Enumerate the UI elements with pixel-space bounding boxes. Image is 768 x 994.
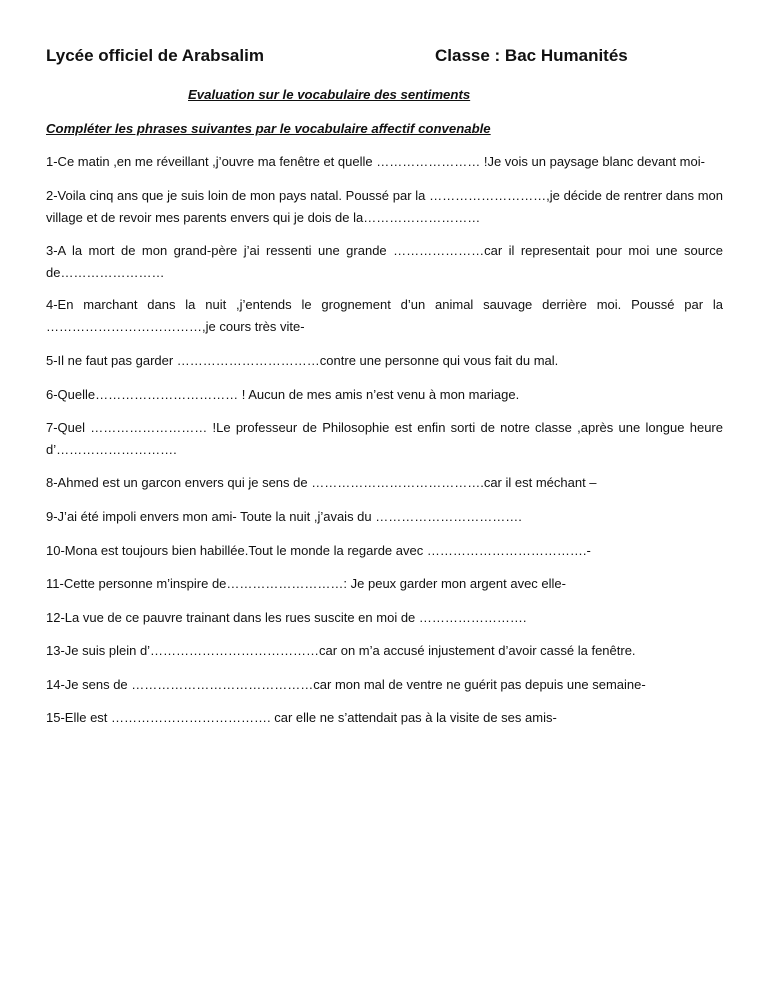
question-2: 2-Voila cinq ans que je suis loin de mon pays natal. Poussé par la ………………………,je décide de rentrer dans mon village et de revoir mes parents envers qui je dois de la……………………… bbox=[46, 188, 723, 225]
school-name: Lycée officiel de Arabsalim bbox=[46, 46, 264, 65]
question-15: 15-Elle est ………………………………. car elle ne s’attendait pas à la visite de ses amis- bbox=[46, 710, 557, 725]
class-label: Classe : Bac Humanités bbox=[435, 46, 628, 65]
question-3: 3-A la mort de mon grand-père j’ai ressenti une grande …………………car il representait pour moi une source de…………………… bbox=[46, 243, 723, 280]
instruction: Compléter les phrases suivantes par le vocabulaire affectif convenable bbox=[46, 121, 491, 136]
question-9: 9-J’ai été impoli envers mon ami- Toute la nuit ,j’avais du ……………………………. bbox=[46, 509, 522, 524]
header bbox=[46, 46, 726, 70]
question-10: 10-Mona est toujours bien habillée.Tout le monde la regarde avec ……………………………….- bbox=[46, 543, 591, 558]
question-13: 13-Je suis plein d’…………………………………car on m’a accusé injustement d’avoir cassé la fenêtre. bbox=[46, 643, 636, 658]
question-8: 8-Ahmed est un garcon envers qui je sens de ………………………………….car il est méchant – bbox=[46, 475, 597, 490]
question-4: 4-En marchant dans la nuit ,j’entends le grognement d’un animal sauvage derrière moi. Poussé par la ………………………………,je cours très vite- bbox=[46, 297, 723, 334]
evaluation-title: Evaluation sur le vocabulaire des sentiments bbox=[188, 87, 471, 102]
question-1: 1-Ce matin ,en me réveillant ,j’ouvre ma fenêtre et quelle …………………… !Je vois un paysage blanc devant moi- bbox=[46, 154, 705, 169]
question-6: 6-Quelle…………………………… ! Aucun de mes amis n’est venu à mon mariage. bbox=[46, 387, 520, 402]
question-14: 14-Je sens de ……………………………………car mon mal de ventre ne guérit pas depuis une semaine- bbox=[46, 677, 646, 692]
question-5: 5-Il ne faut pas garder ……………………………contre une personne qui vous fait du mal. bbox=[46, 353, 559, 368]
question-7: 7-Quel ……………………… !Le professeur de Philosophie est enfin sorti de notre classe ,après une longue heure d’………………………. bbox=[46, 420, 723, 457]
question-12: 12-La vue de ce pauvre trainant dans les rues suscite en moi de ……………………. bbox=[46, 610, 527, 625]
question-11: 11-Cette personne m’inspire de………………………: Je peux garder mon argent avec elle- bbox=[46, 576, 566, 591]
